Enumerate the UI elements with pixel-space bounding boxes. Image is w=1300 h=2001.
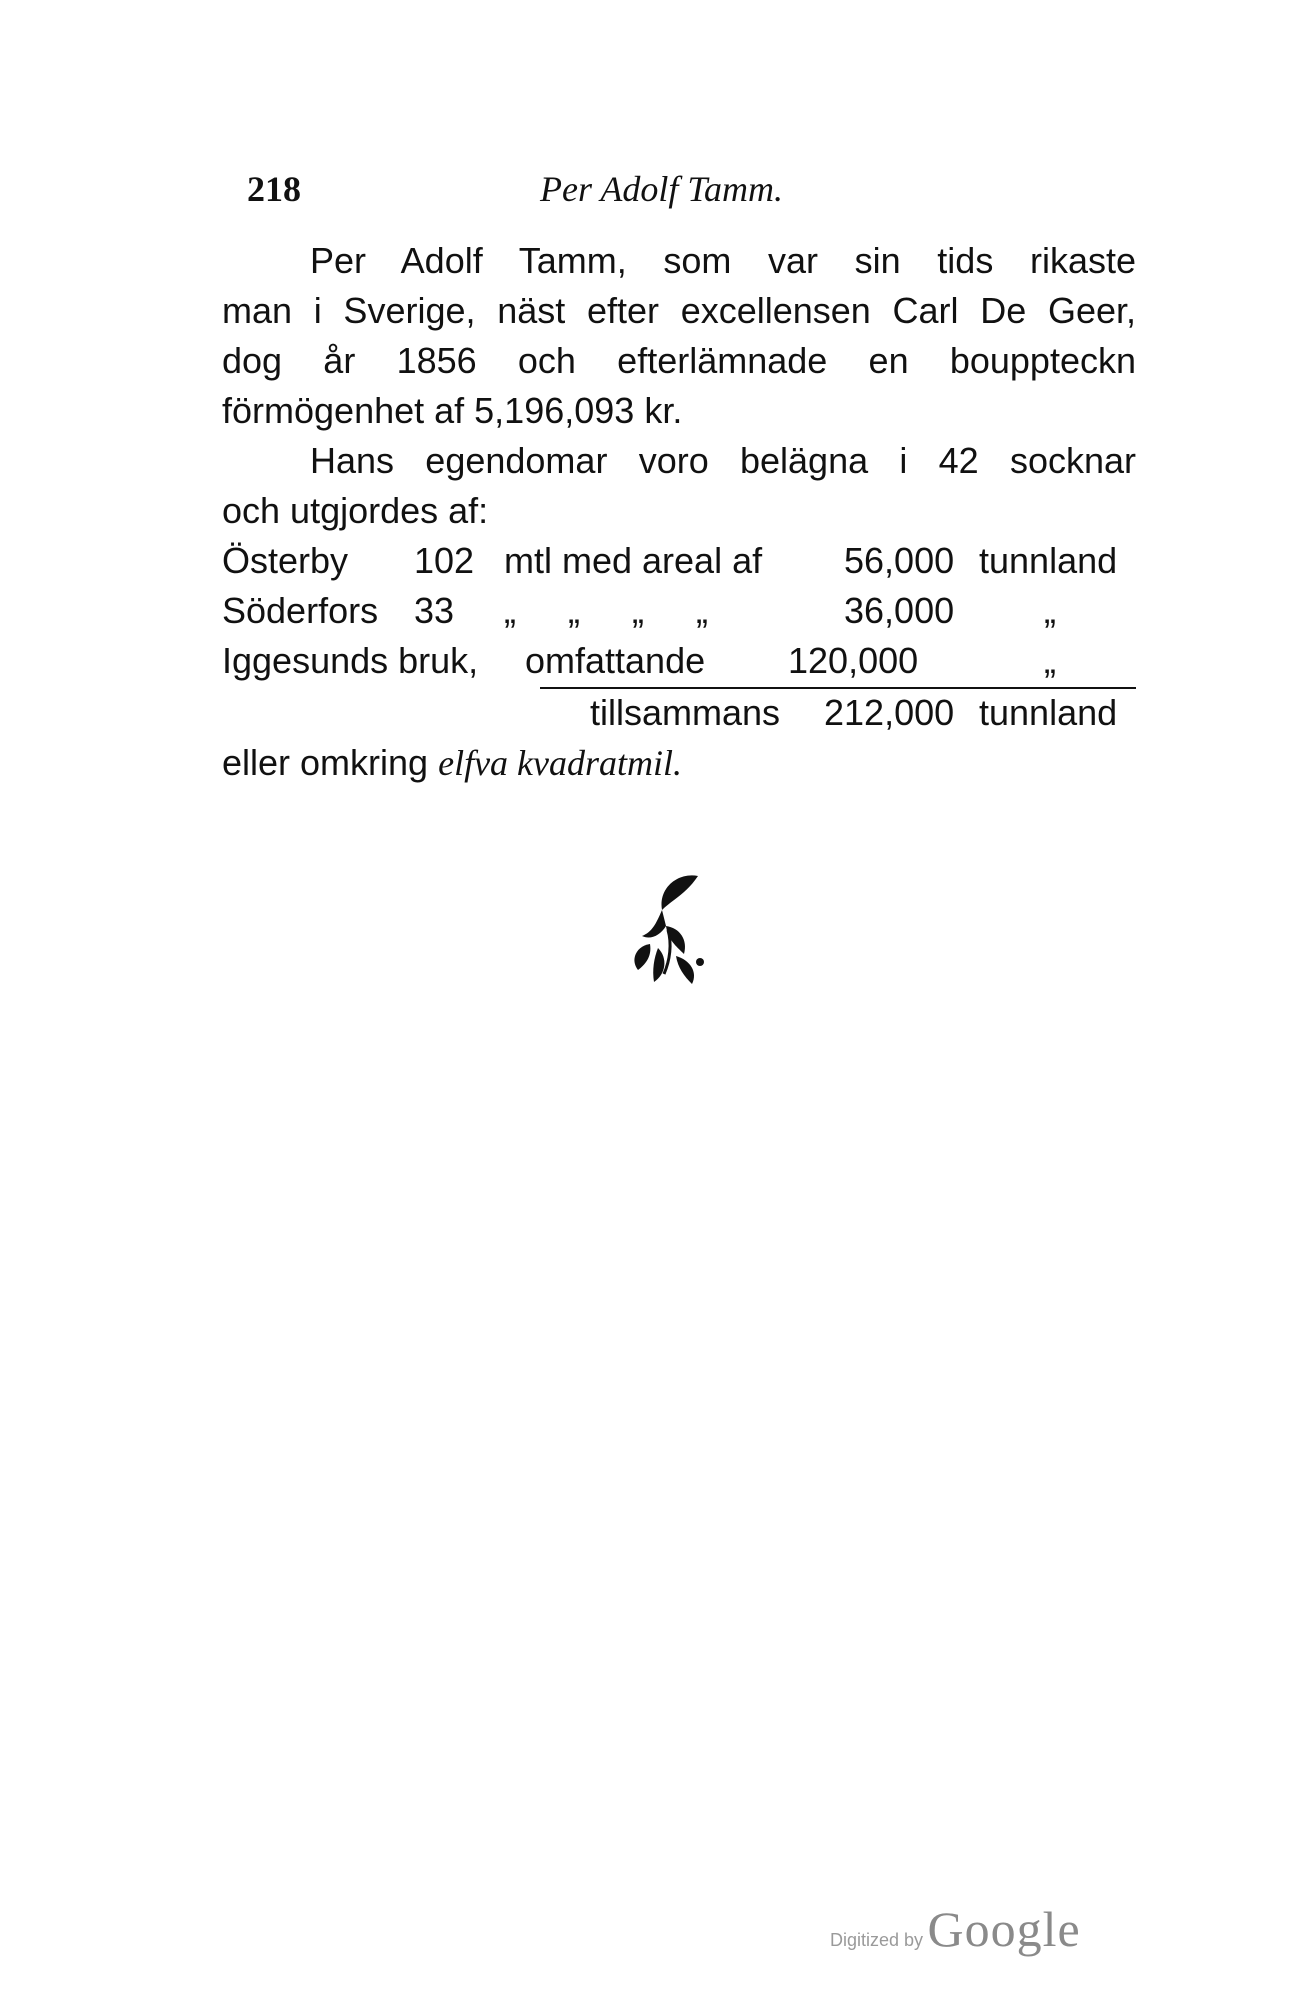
total-unit: tunnland: [979, 692, 1118, 733]
watermark-brand: Google: [927, 1901, 1081, 1957]
running-title: Per Adolf Tamm.: [540, 169, 784, 209]
holding-row-soderfors: [222, 586, 1136, 636]
paragraph2-line-2: och utgjordes af:: [222, 490, 489, 531]
running-head: [0, 168, 1300, 218]
closing-emphasis: elfva kvadratmil.: [438, 743, 683, 783]
paragraph2-line-1: Hans egendomar voro belägna i 42 socknar: [310, 440, 1136, 481]
holding-place: Iggesunds bruk,: [222, 640, 479, 681]
closing-prefix: eller omkring: [222, 742, 429, 783]
digitized-by-watermark: [830, 1900, 1130, 1960]
holding-unit: „: [1044, 640, 1056, 681]
holding-row-iggesund: [222, 636, 1136, 686]
floral-ornament-icon: [628, 870, 718, 990]
holding-area: 36,000: [844, 590, 955, 631]
holding-area: 56,000: [844, 540, 955, 581]
holding-desc: mtl med areal af: [504, 540, 763, 581]
closing-line: [222, 738, 1136, 788]
holding-count: 33: [414, 590, 455, 631]
paragraph1-line-2: man i Sverige, näst efter excellensen Carl De Geer,: [222, 290, 1136, 331]
page-number: 218: [247, 169, 301, 209]
holding-area: 120,000: [788, 640, 919, 681]
paragraph1-line-4: förmögenhet af 5,196,093 kr.: [222, 390, 683, 431]
holding-total-row: [222, 688, 1136, 738]
holding-ditto-marks: „ „ „ „: [504, 590, 708, 631]
total-label: tillsammans: [590, 692, 781, 733]
total-area: 212,000: [824, 692, 955, 733]
holding-place: Söderfors: [222, 590, 379, 631]
holding-row-osterby: [222, 536, 1136, 586]
holding-unit: tunnland: [979, 540, 1118, 581]
holding-count: 102: [414, 540, 475, 581]
watermark-prefix: Digitized by: [830, 1930, 924, 1950]
paragraph1-line-3: dog år 1856 och efterlämnade en bouppteckn: [222, 340, 1136, 381]
holding-unit: „: [1044, 590, 1056, 631]
holding-desc: omfattande: [525, 640, 706, 681]
holding-place: Österby: [222, 540, 349, 581]
paragraph1-line-1: Per Adolf Tamm, som var sin tids rikaste: [310, 240, 1136, 281]
